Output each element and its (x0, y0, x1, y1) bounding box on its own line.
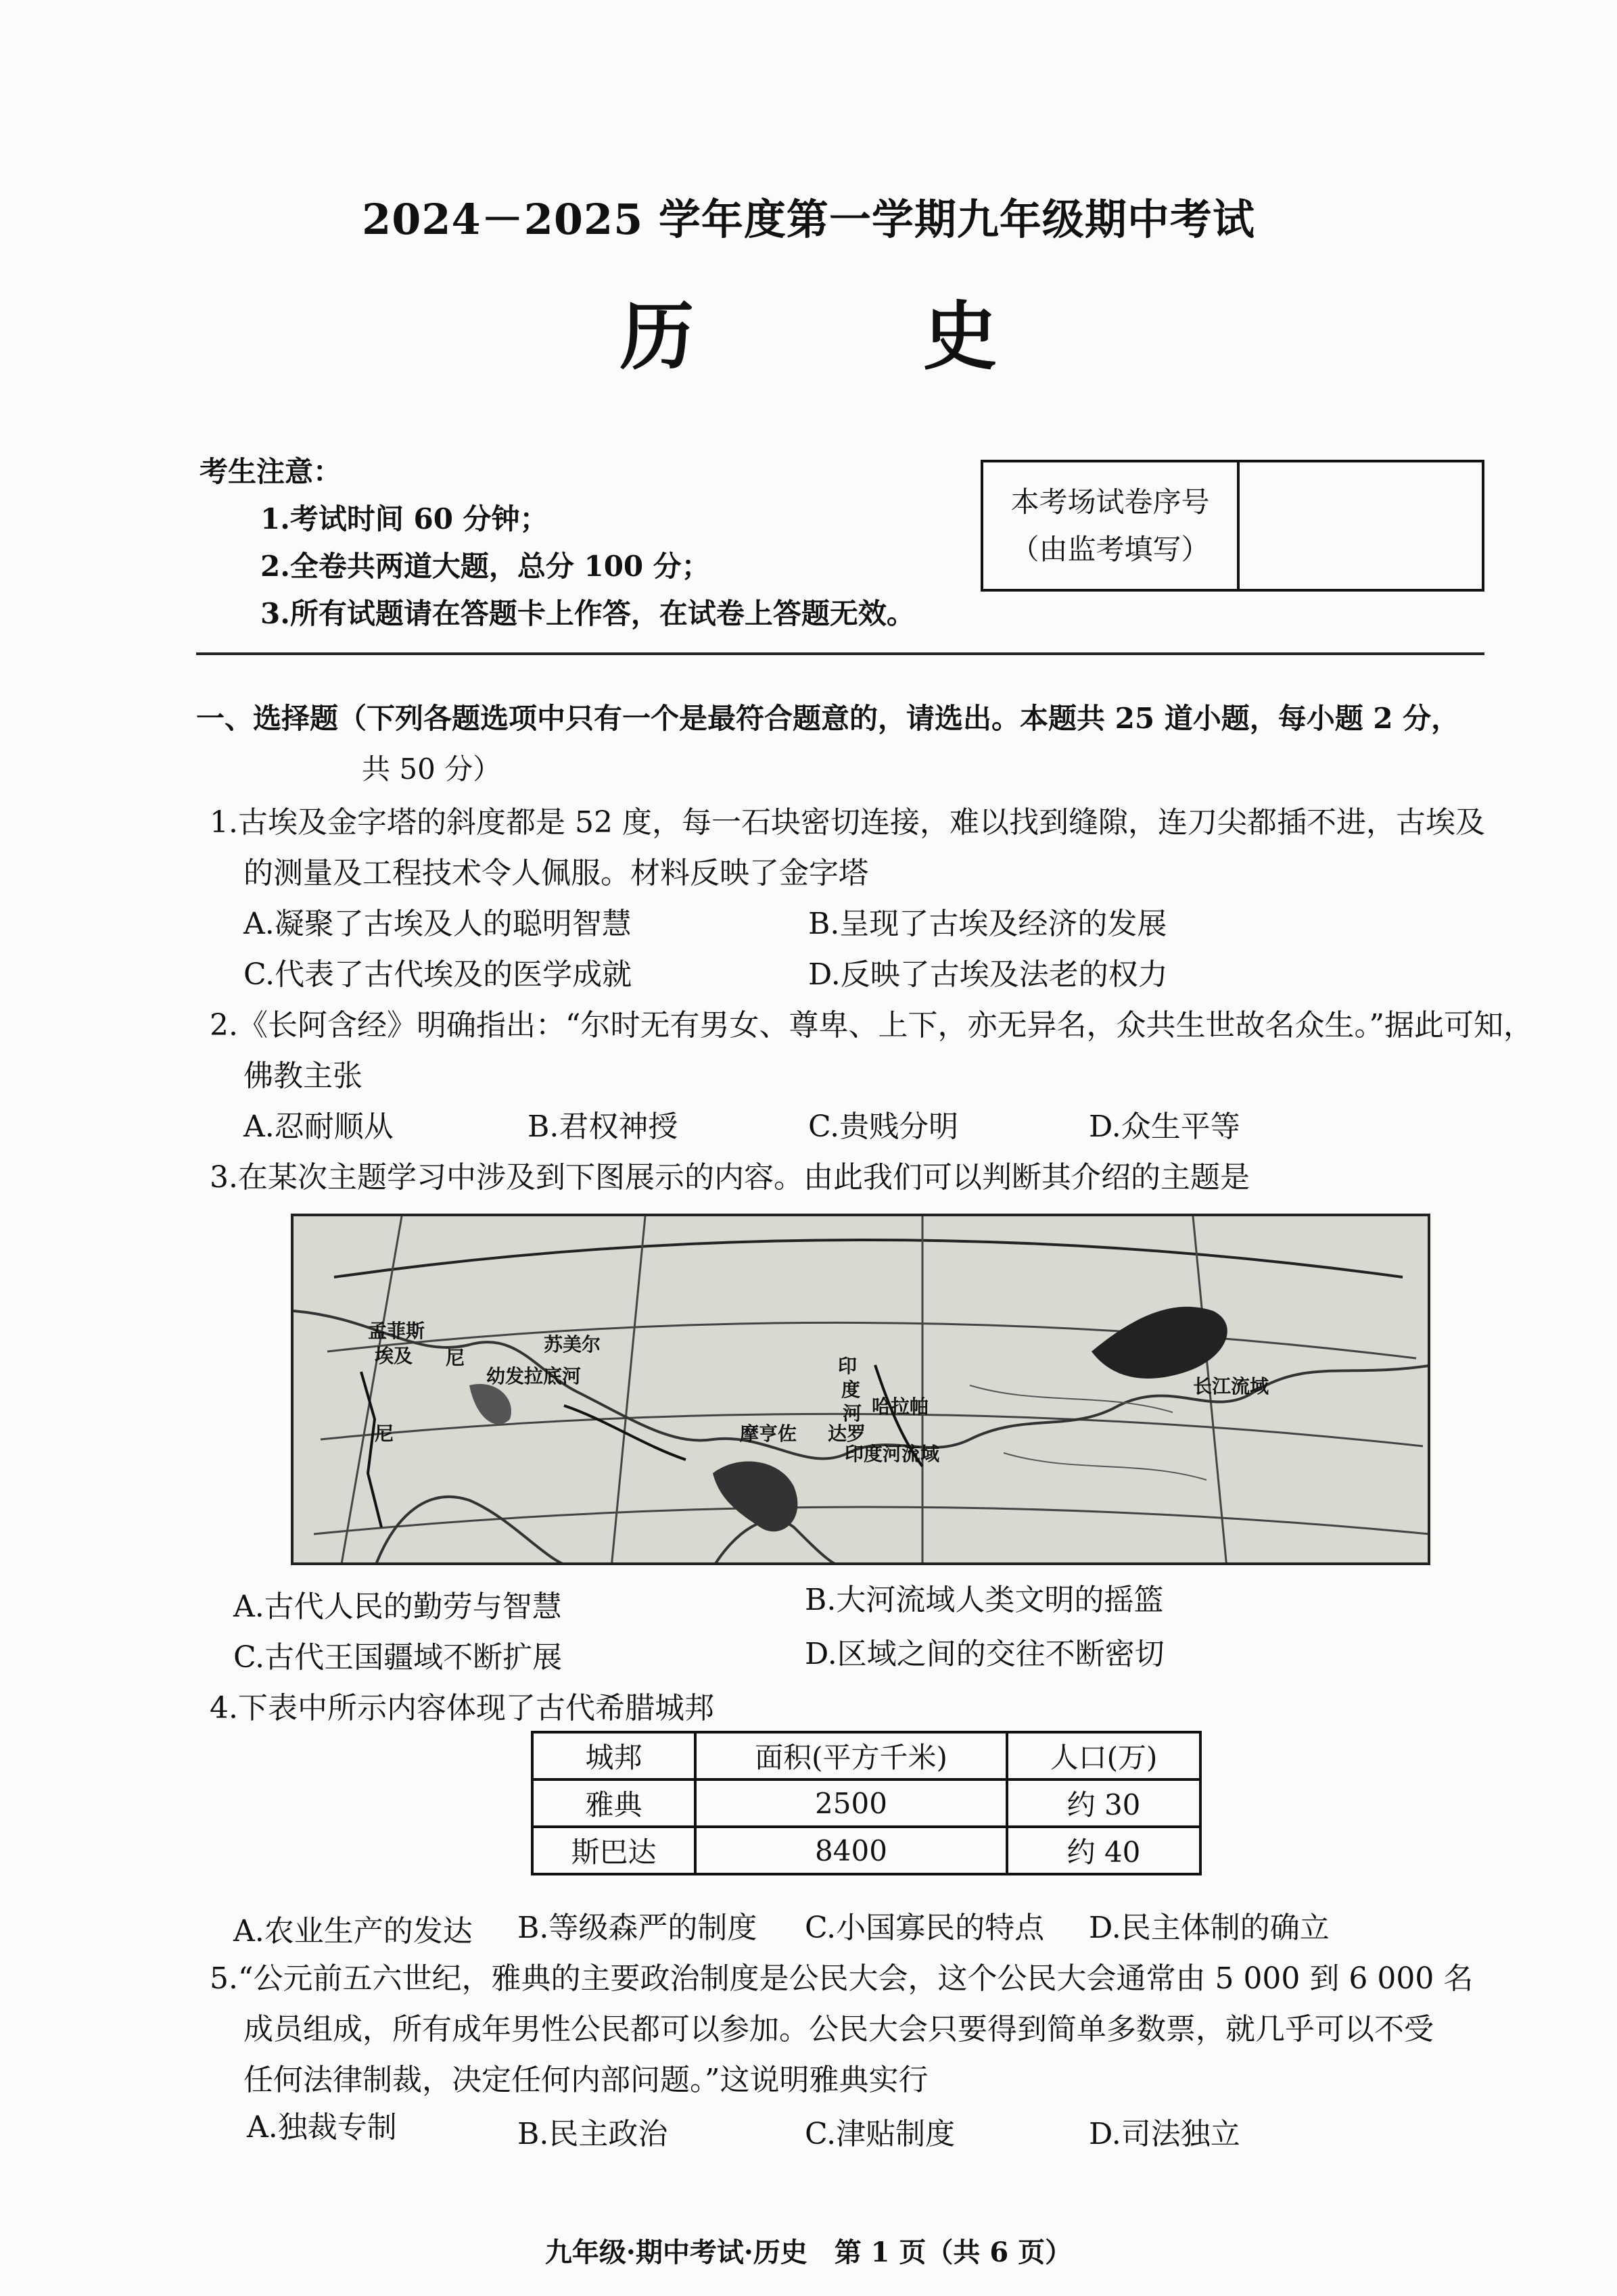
q1-stem: 1.古埃及金字塔的斜度都是 52 度，每一石块密切连接，难以找到缝隙，连刀尖都插不进，古埃及 (210, 805, 1485, 840)
table-cell: 2500 (695, 1779, 1007, 1827)
q3-stem: 3.在某次主题学习中涉及到下图展示的内容。由此我们可以判断其介绍的主题是 (210, 1160, 1250, 1195)
q4-option-d: D.民主体制的确立 (1089, 1911, 1330, 1945)
table-header-cell: 面积(平方千米) (695, 1732, 1007, 1779)
q1-option-b: B.呈现了古埃及经济的发展 (808, 907, 1167, 941)
map-label-egypt: 埃及 (375, 1345, 413, 1367)
notice-heading: 考生注意： (200, 455, 342, 488)
map-label-sumer: 苏美尔 (544, 1333, 601, 1356)
map-label-indus-valley: 印度河流域 (845, 1443, 940, 1465)
q5-option-d: D.司法独立 (1089, 2117, 1240, 2151)
q4-stem: 4.下表中所示内容体现了古代希腊城邦 (210, 1691, 714, 1725)
notice-item-2: 2.全卷共两道大题，总分 100 分； (260, 550, 710, 583)
q2-option-d: D.众生平等 (1089, 1109, 1240, 1144)
q5-option-c: C.津贴制度 (805, 2117, 956, 2151)
q5-stem-cont2: 任何法律制裁，决定任何内部问题。”这说明雅典实行 (243, 2063, 929, 2097)
q1-option-a: A.凝聚了古埃及人的聪明智慧 (243, 907, 632, 941)
q2-stem: 2.《长阿含经》明确指出：“尔时无有男女、尊卑、上下，亦无异名，众共生世故名众生。”据此可知， (210, 1008, 1533, 1043)
map-label-nile-south: 尼 (375, 1422, 394, 1445)
map-label-nile: 尼 (446, 1347, 465, 1369)
serial-number-blank[interactable] (1240, 462, 1482, 589)
table-header-row (532, 1732, 1200, 1779)
q3-option-d: D.区域之间的交往不断密切 (805, 1637, 1165, 1671)
city-state-table (531, 1731, 1202, 1875)
table-cell: 8400 (695, 1827, 1007, 1874)
map-label-daro: 达罗 (828, 1422, 866, 1445)
subject-title: 历 史 (619, 293, 1099, 380)
table-header-cell: 城邦 (532, 1732, 695, 1779)
serial-label (983, 462, 1240, 589)
q5-stem: 5.“公元前五六世纪，雅典的主要政治制度是公民大会，这个公民大会通常由 5 000 到 6 000 名 (210, 1961, 1474, 1996)
map-label-du: 度 (841, 1379, 861, 1401)
table-cell: 约 40 (1007, 1827, 1200, 1874)
q2-option-a: A.忍耐顺从 (243, 1109, 394, 1144)
serial-number-box (981, 460, 1484, 592)
q4-option-b: B.等级森严的制度 (517, 1911, 757, 1945)
ancient-civilizations-map (291, 1214, 1430, 1565)
map-label-harappa: 哈拉帕 (872, 1395, 929, 1418)
table-cell: 斯巴达 (532, 1827, 695, 1874)
table-cell: 约 30 (1007, 1779, 1200, 1827)
map-label-yin: 印 (838, 1355, 858, 1377)
table-row (532, 1827, 1200, 1874)
page-footer: 九年级·期中考试·历史 第 1 页（共 6 页） (544, 2237, 1073, 2268)
q5-stem-cont: 成员组成，所有成年男性公民都可以参加。公民大会只要得到简单多数票，就几乎可以不受 (243, 2012, 1434, 2047)
q1-stem-cont: 的测量及工程技术令人佩服。材料反映了金字塔 (243, 856, 868, 890)
q3-option-a: A.古代人民的勤劳与智慧 (233, 1589, 562, 1624)
serial-label-line1: 本考场试卷序号 (1010, 485, 1210, 519)
section-heading: 一、选择题（下列各题选项中只有一个是最符合题意的，请选出。本题共 25 道小题，每小题 2 分， (196, 702, 1460, 735)
section-heading-cont: 共 50 分） (362, 752, 502, 786)
exam-title: 2024－2025 学年度第一学期九年级期中考试 (362, 195, 1255, 244)
q4-option-c: C.小国寡民的特点 (805, 1911, 1045, 1945)
table-row (532, 1779, 1200, 1827)
q5-option-b: B.民主政治 (517, 2117, 668, 2151)
map-label-memphis: 孟菲斯 (368, 1320, 425, 1342)
q2-stem-cont: 佛教主张 (243, 1059, 362, 1093)
notice-item-3: 3.所有试题请在答题卡上作答，在试卷上答题无效。 (260, 597, 915, 630)
q3-option-b: B.大河流域人类文明的摇篮 (805, 1583, 1164, 1617)
map-label-yangtze-valley: 长江流域 (1193, 1375, 1269, 1397)
q4-option-a: A.农业生产的发达 (233, 1914, 473, 1948)
serial-label-line2: （由监考填写） (1010, 532, 1210, 566)
table-header-cell: 人口(万) (1007, 1732, 1200, 1779)
map-label-mohenjo: 摩亨佐 (740, 1422, 797, 1445)
q1-option-d: D.反映了古埃及法老的权力 (808, 957, 1168, 992)
map-label-euphrates: 幼发拉底河 (486, 1365, 582, 1387)
q2-option-c: C.贵贱分明 (808, 1109, 959, 1144)
table-cell: 雅典 (532, 1779, 695, 1827)
q1-option-c: C.代表了古代埃及的医学成就 (243, 957, 632, 992)
notice-item-1: 1.考试时间 60 分钟； (260, 502, 548, 535)
q5-option-a: A.独裁专制 (247, 2110, 397, 2145)
q3-option-c: C.古代王国疆域不断扩展 (233, 1640, 563, 1675)
divider (196, 652, 1484, 655)
q2-option-b: B.君权神授 (528, 1109, 678, 1144)
map-label-he: 河 (843, 1402, 862, 1425)
